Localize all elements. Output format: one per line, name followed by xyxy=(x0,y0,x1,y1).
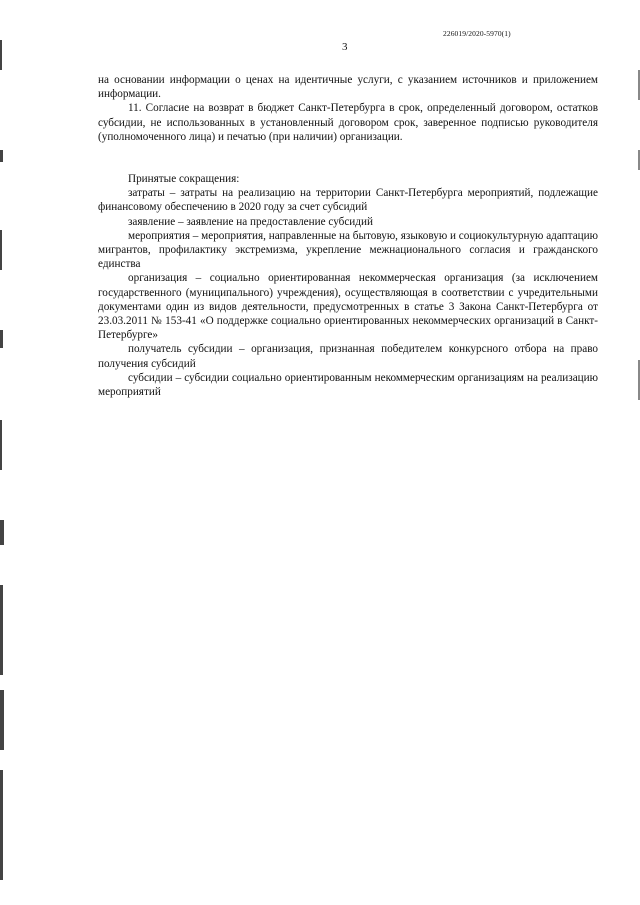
abbreviation-item: организация – социально ориентированная некоммерческая организация (за исключением государственного (муниципального) учреждения), осуществляющая в соответствии с учредительными документами один из видов деятельности, предусмотренных в статье 3 Закона Санкт-Петербурга от 23.03.2011 № 153-41 «О поддержке социально ориентированных некоммерческих организаций в Санкт-Петербурге» xyxy=(98,272,598,342)
abbreviations-title: Принятые сокращения: xyxy=(128,173,240,186)
document-id: 226019/2020-5970(1) xyxy=(443,29,511,38)
abbreviation-item: мероприятия – мероприятия, направленные на бытовую, языковую и социокультурную адаптацию мигрантов, профилактику экстремизма, укрепление межнационального согласия и гражданского единства xyxy=(98,229,598,271)
item-11-paragraph: 11. Согласие на возврат в бюджет Санкт-Петербурга в срок, определенный договором, остатков субсидии, не использованных в установленный договором срок, заверенное подписью руководителя (уполномоченного лица) и печатью (при наличии) организации. xyxy=(98,102,598,143)
abbreviation-item: заявление – заявление на предоставление субсидий xyxy=(128,215,373,228)
page-number: 3 xyxy=(342,41,348,53)
abbreviation-item: затраты – затраты на реализацию на территории Санкт-Петербурга мероприятий, подлежащие финансовому обеспечению в 2020 году за счет субсидий xyxy=(98,187,598,214)
abbreviation-item: получатель субсидии – организация, признанная победителем конкурсного отбора на право получения субсидий xyxy=(98,343,598,370)
scan-edge-artifact xyxy=(0,0,6,905)
intro-paragraph: на основании информации о ценах на идентичные услуги, с указанием источников и приложением информации. xyxy=(98,74,598,101)
document-body xyxy=(98,73,598,399)
abbreviation-item: субсидии – субсидии социально ориентированным некоммерческим организациям на реализацию мероприятий xyxy=(98,371,598,399)
